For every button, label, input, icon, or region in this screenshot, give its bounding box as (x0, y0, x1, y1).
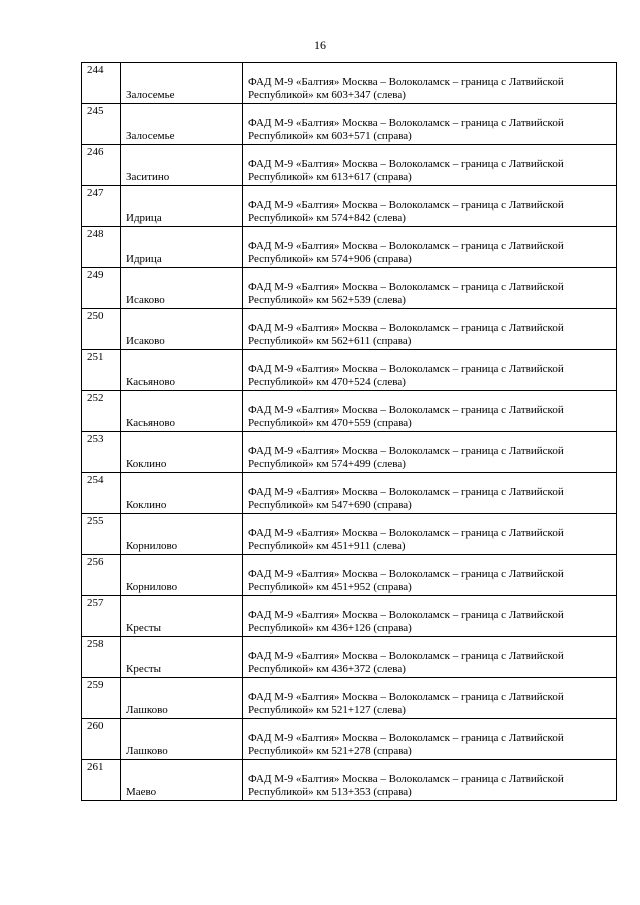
settlement-name: Заситино (121, 145, 243, 186)
road-location: ФАД М-9 «Балтия» Москва – Волоколамск – граница с Латвийской Республикой» км 470+559 (справа) (243, 391, 617, 432)
settlement-name: Коклино (121, 473, 243, 514)
row-number: 257 (82, 596, 121, 637)
road-location: ФАД М-9 «Балтия» Москва – Волоколамск – граница с Латвийской Республикой» км 451+911 (слева) (243, 514, 617, 555)
road-location: ФАД М-9 «Балтия» Москва – Волоколамск – граница с Латвийской Республикой» км 436+126 (справа) (243, 596, 617, 637)
road-location: ФАД М-9 «Балтия» Москва – Волоколамск – граница с Латвийской Республикой» км 574+906 (справа) (243, 227, 617, 268)
settlement-name: Маево (121, 760, 243, 801)
road-location: ФАД М-9 «Балтия» Москва – Волоколамск – граница с Латвийской Республикой» км 513+353 (справа) (243, 760, 617, 801)
settlement-name: Залосемье (121, 104, 243, 145)
row-number: 252 (82, 391, 121, 432)
road-location: ФАД М-9 «Балтия» Москва – Волоколамск – граница с Латвийской Республикой» км 574+842 (слева) (243, 186, 617, 227)
road-location: ФАД М-9 «Балтия» Москва – Волоколамск – граница с Латвийской Республикой» км 603+571 (справа) (243, 104, 617, 145)
table-row (82, 145, 617, 186)
table-row (82, 678, 617, 719)
table-row (82, 596, 617, 637)
settlement-name: Исаково (121, 268, 243, 309)
settlement-name: Коклино (121, 432, 243, 473)
road-location: ФАД М-9 «Балтия» Москва – Волоколамск – граница с Латвийской Республикой» км 451+952 (справа) (243, 555, 617, 596)
road-location: ФАД М-9 «Балтия» Москва – Волоколамск – граница с Латвийской Республикой» км 436+372 (слева) (243, 637, 617, 678)
row-number: 245 (82, 104, 121, 145)
table-row (82, 432, 617, 473)
road-location: ФАД М-9 «Балтия» Москва – Волоколамск – граница с Латвийской Республикой» км 562+611 (справа) (243, 309, 617, 350)
table-row (82, 555, 617, 596)
row-number: 256 (82, 555, 121, 596)
table-row (82, 309, 617, 350)
road-location: ФАД М-9 «Балтия» Москва – Волоколамск – граница с Латвийской Республикой» км 470+524 (слева) (243, 350, 617, 391)
settlement-name: Лашково (121, 678, 243, 719)
table-row (82, 391, 617, 432)
row-number: 248 (82, 227, 121, 268)
registry-table (81, 62, 617, 801)
table-row (82, 63, 617, 104)
row-number: 260 (82, 719, 121, 760)
settlement-name: Корнилово (121, 555, 243, 596)
settlement-name: Исаково (121, 309, 243, 350)
road-location: ФАД М-9 «Балтия» Москва – Волоколамск – граница с Латвийской Республикой» км 613+617 (справа) (243, 145, 617, 186)
row-number: 251 (82, 350, 121, 391)
settlement-name: Корнилово (121, 514, 243, 555)
table-row (82, 473, 617, 514)
row-number: 244 (82, 63, 121, 104)
row-number: 258 (82, 637, 121, 678)
road-location: ФАД М-9 «Балтия» Москва – Волоколамск – граница с Латвийской Республикой» км 562+539 (слева) (243, 268, 617, 309)
table-row (82, 104, 617, 145)
page-number: 16 (314, 38, 326, 52)
settlement-name: Кресты (121, 596, 243, 637)
row-number: 247 (82, 186, 121, 227)
settlement-name: Касьяново (121, 391, 243, 432)
row-number: 259 (82, 678, 121, 719)
settlement-name: Залосемье (121, 63, 243, 104)
table-row (82, 760, 617, 801)
settlement-name: Идрица (121, 186, 243, 227)
row-number: 254 (82, 473, 121, 514)
settlement-name: Касьяново (121, 350, 243, 391)
table-row (82, 268, 617, 309)
table-row (82, 186, 617, 227)
table-row (82, 350, 617, 391)
registry-table-body (82, 63, 617, 801)
table-row (82, 227, 617, 268)
table-row (82, 514, 617, 555)
row-number: 249 (82, 268, 121, 309)
row-number: 261 (82, 760, 121, 801)
road-location: ФАД М-9 «Балтия» Москва – Волоколамск – граница с Латвийской Республикой» км 574+499 (слева) (243, 432, 617, 473)
settlement-name: Кресты (121, 637, 243, 678)
row-number: 250 (82, 309, 121, 350)
row-number: 246 (82, 145, 121, 186)
road-location: ФАД М-9 «Балтия» Москва – Волоколамск – граница с Латвийской Республикой» км 547+690 (справа) (243, 473, 617, 514)
settlement-name: Идрица (121, 227, 243, 268)
row-number: 253 (82, 432, 121, 473)
road-location: ФАД М-9 «Балтия» Москва – Волоколамск – граница с Латвийской Республикой» км 603+347 (слева) (243, 63, 617, 104)
road-location: ФАД М-9 «Балтия» Москва – Волоколамск – граница с Латвийской Республикой» км 521+127 (слева) (243, 678, 617, 719)
table-row (82, 637, 617, 678)
table-row (82, 719, 617, 760)
road-location: ФАД М-9 «Балтия» Москва – Волоколамск – граница с Латвийской Республикой» км 521+278 (справа) (243, 719, 617, 760)
row-number: 255 (82, 514, 121, 555)
settlement-name: Лашково (121, 719, 243, 760)
